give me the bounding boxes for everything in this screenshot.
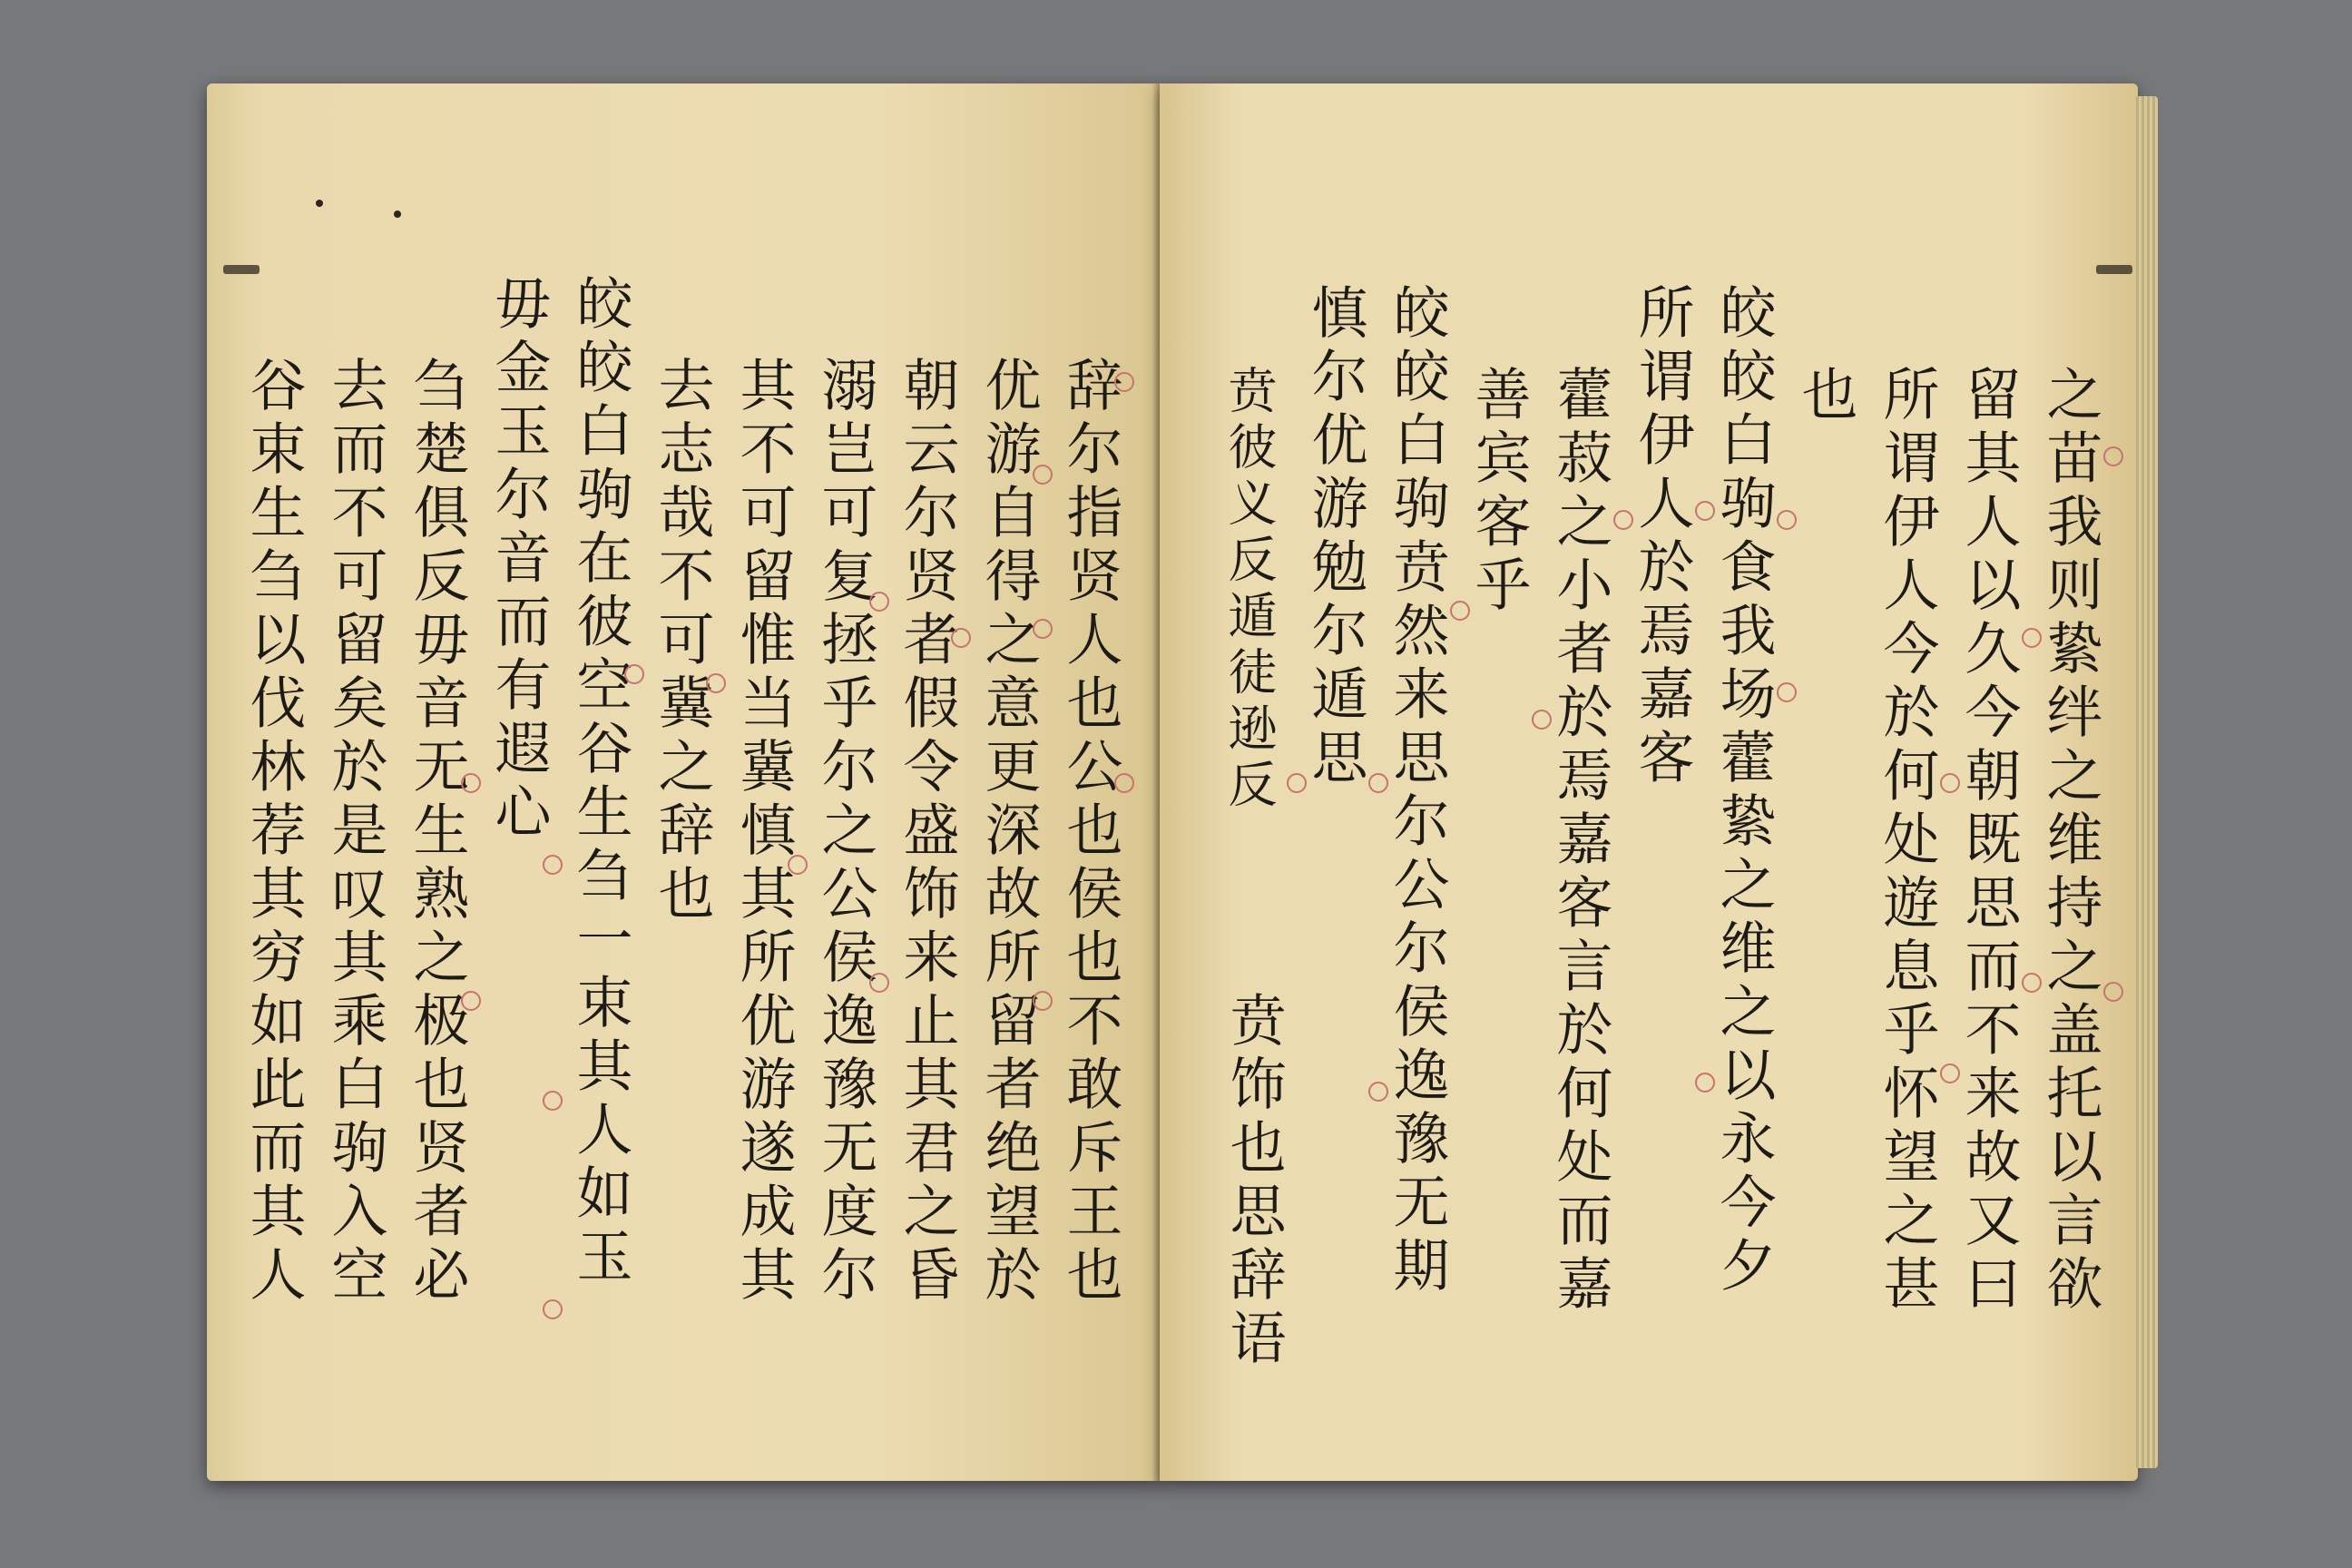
- right-column-4: 也: [1792, 365, 1858, 428]
- right-column-9: 皎皎白驹贲然来思尔公尔侯逸豫无期: [1384, 283, 1450, 1299]
- right-page: [1160, 83, 2138, 1481]
- red-punctuation-circle-icon: [624, 664, 644, 684]
- page-edges: [2136, 96, 2158, 1468]
- red-punctuation-circle-icon: [1940, 773, 1960, 793]
- red-punctuation-circle-icon: [1695, 1073, 1715, 1093]
- left-column-11: 谷束生刍以伐林荐其穷如此而其人: [240, 356, 307, 1308]
- left-column-10: 去而不可留矣於是叹其乘白驹入空: [322, 356, 388, 1308]
- red-punctuation-circle-icon: [1287, 773, 1307, 793]
- red-punctuation-circle-icon: [2103, 982, 2123, 1002]
- right-column-10: 慎尔优游勉尔遁思: [1302, 283, 1368, 791]
- red-punctuation-circle-icon: [461, 773, 481, 793]
- right-column-2: 留其人以久今朝既思而不来故又曰: [1955, 365, 2022, 1318]
- right-column-5: 皎皎白驹食我场藿絷之维之以永今夕: [1710, 283, 1777, 1299]
- red-punctuation-circle-icon: [2103, 446, 2123, 466]
- left-column-1: 辞尔指贤人也公也侯也不敢斥王也: [1057, 356, 1123, 1308]
- red-punctuation-circle-icon: [543, 855, 563, 875]
- red-punctuation-circle-icon: [1613, 510, 1633, 530]
- red-punctuation-circle-icon: [2022, 973, 2042, 993]
- red-punctuation-circle-icon: [1940, 1063, 1960, 1083]
- open-book: [207, 83, 2138, 1481]
- red-punctuation-circle-icon: [461, 991, 481, 1011]
- red-punctuation-circle-icon: [706, 673, 726, 693]
- right-column-8: 善宾客乎: [1465, 365, 1532, 619]
- red-punctuation-circle-icon: [1368, 1082, 1388, 1102]
- left-column-4: 溺岂可复拯乎尔之公侯逸豫无度尔: [812, 356, 878, 1308]
- red-punctuation-circle-icon: [1532, 710, 1552, 730]
- red-punctuation-circle-icon: [1114, 372, 1134, 392]
- binding-mark-icon: [223, 265, 260, 274]
- left-page: [207, 83, 1160, 1481]
- right-column-6: 所谓伊人於焉嘉客: [1629, 283, 1695, 791]
- red-punctuation-circle-icon: [951, 628, 971, 648]
- right-column-3: 所谓伊人今於何处遊息乎怀望之甚: [1874, 365, 1940, 1318]
- red-punctuation-circle-icon: [1450, 601, 1470, 621]
- red-punctuation-circle-icon: [869, 592, 889, 612]
- red-punctuation-circle-icon: [869, 973, 889, 993]
- left-column-8: 毋金玉尔音而有遐心: [485, 274, 552, 846]
- binding-mark-icon: [2096, 265, 2132, 274]
- red-punctuation-circle-icon: [1777, 510, 1797, 530]
- left-column-2: 优游自得之意更深故所留者绝望於: [975, 356, 1042, 1308]
- ink-dot: [316, 200, 323, 207]
- red-punctuation-circle-icon: [1033, 991, 1053, 1011]
- red-punctuation-circle-icon: [1695, 501, 1715, 521]
- left-column-9: 刍楚俱反毋音无生熟之极也贤者必: [404, 356, 470, 1308]
- left-column-5: 其不可留惟当冀慎其所优游遂成其: [730, 356, 797, 1308]
- red-punctuation-circle-icon: [2022, 628, 2042, 648]
- red-punctuation-circle-icon: [788, 855, 808, 875]
- red-punctuation-circle-icon: [543, 1091, 563, 1111]
- right-column-1: 之苗我则絷绊之维持之盖托以言欲: [2037, 365, 2103, 1318]
- right-column-12: 贲饰也思辞语: [1220, 991, 1287, 1372]
- ink-dot: [394, 211, 401, 218]
- red-punctuation-circle-icon: [1033, 619, 1053, 639]
- left-column-6: 去志哉不可冀之辞也: [649, 356, 715, 927]
- red-punctuation-circle-icon: [1114, 773, 1134, 793]
- left-column-3: 朝云尔贤者假令盛饰来止其君之昏: [894, 356, 960, 1308]
- right-column-7: 藿菽之小者於焉嘉客言於何处而嘉: [1547, 365, 1613, 1318]
- red-punctuation-circle-icon: [1033, 465, 1053, 485]
- red-punctuation-circle-icon: [1368, 773, 1388, 793]
- left-column-7: 皎皎白驹在彼空谷生刍一束其人如玉: [567, 274, 633, 1290]
- right-column-11: 贲彼义反遁徒逊反: [1220, 365, 1278, 815]
- red-punctuation-circle-icon: [543, 1299, 563, 1319]
- red-punctuation-circle-icon: [1777, 682, 1797, 702]
